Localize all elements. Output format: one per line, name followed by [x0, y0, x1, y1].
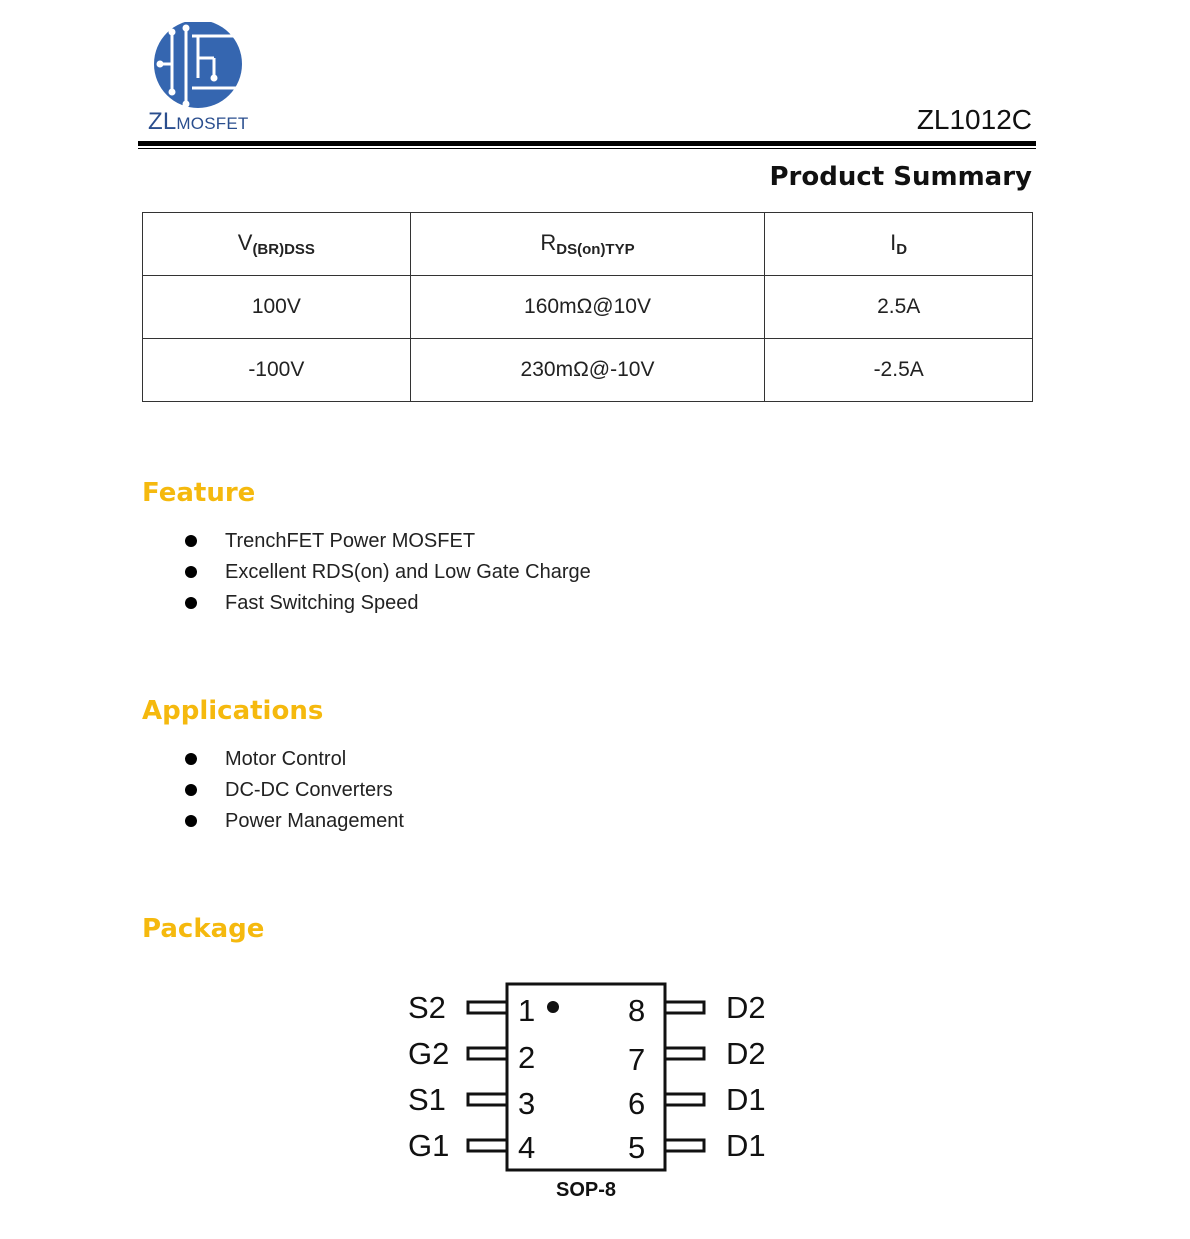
- pin-number: 1: [518, 993, 536, 1028]
- brand-name: ZLMOSFET: [148, 108, 249, 135]
- bullet-icon: [185, 753, 197, 765]
- table-row: [143, 339, 1033, 402]
- table-cell: -100V: [143, 339, 411, 402]
- table-cell: 100V: [143, 276, 411, 339]
- product-summary-table: [142, 212, 1033, 402]
- list-item: Fast Switching Speed: [180, 589, 591, 620]
- pin-lead: [665, 1002, 704, 1013]
- bullet-icon: [185, 815, 197, 827]
- pin-lead: [468, 1002, 507, 1013]
- pin-lead: [665, 1140, 704, 1151]
- bullet-icon: [185, 566, 197, 578]
- pin-number: 4: [518, 1130, 536, 1165]
- header-id: $I_D$: [765, 213, 1033, 276]
- table-row: [143, 276, 1033, 339]
- bullet-icon: [185, 784, 197, 796]
- pin-lead: [665, 1094, 704, 1105]
- header-vbrdss: $V_{(BR)DSS}$: [143, 213, 411, 276]
- table-cell: 230mΩ@-10V: [410, 339, 765, 402]
- pin-number: 6: [628, 1086, 646, 1121]
- company-logo: [148, 22, 258, 142]
- bullet-icon: [185, 597, 197, 609]
- table-cell: 2.5A: [765, 276, 1033, 339]
- pin-lead: [468, 1140, 507, 1151]
- pin-label: D1: [726, 1082, 766, 1117]
- feature-heading: Feature: [142, 478, 256, 508]
- table-header-row: [143, 213, 1033, 276]
- pin-lead: [468, 1094, 507, 1105]
- applications-list: [180, 745, 404, 838]
- pin-label: D2: [726, 990, 766, 1025]
- list-item: DC-DC Converters: [180, 776, 404, 807]
- pin-lead: [665, 1048, 704, 1059]
- pin-label: D2: [726, 1036, 766, 1071]
- pin-label: G1: [408, 1128, 450, 1163]
- bullet-icon: [185, 535, 197, 547]
- pin-number: 5: [628, 1130, 646, 1165]
- table-cell: 160mΩ@10V: [410, 276, 765, 339]
- pin-number: 7: [628, 1042, 646, 1077]
- pin-lead: [468, 1048, 507, 1059]
- part-number: ZL1012C: [916, 104, 1032, 135]
- list-item: Excellent RDS(on) and Low Gate Charge: [180, 558, 591, 589]
- pin-label: G2: [408, 1036, 450, 1071]
- applications-heading: Applications: [142, 696, 324, 726]
- pin-number: 3: [518, 1086, 536, 1121]
- list-item: TrenchFET Power MOSFET: [180, 527, 591, 558]
- pin-number: 8: [628, 993, 646, 1028]
- package-heading: Package: [142, 914, 265, 944]
- logo-emblem-icon: [152, 22, 248, 108]
- pinout-svg: [400, 980, 780, 1210]
- feature-list: [180, 527, 591, 620]
- product-summary-title: Product Summary: [769, 162, 1032, 192]
- table-cell: -2.5A: [765, 339, 1033, 402]
- pin1-marker-icon: [547, 1001, 559, 1013]
- pin-label: S2: [408, 990, 446, 1025]
- header-divider: [138, 141, 1036, 146]
- pin-number: 2: [518, 1040, 536, 1075]
- pin-label: S1: [408, 1082, 446, 1117]
- sop8-pinout-diagram: [400, 980, 780, 1210]
- header-rdson: $R_{DS(on)TYP}$: [410, 213, 765, 276]
- package-name: SOP-8: [555, 1179, 617, 1201]
- list-item: Power Management: [180, 807, 404, 838]
- list-item: Motor Control: [180, 745, 404, 776]
- header-divider-thin: [138, 148, 1036, 149]
- pin-label: D1: [726, 1128, 766, 1163]
